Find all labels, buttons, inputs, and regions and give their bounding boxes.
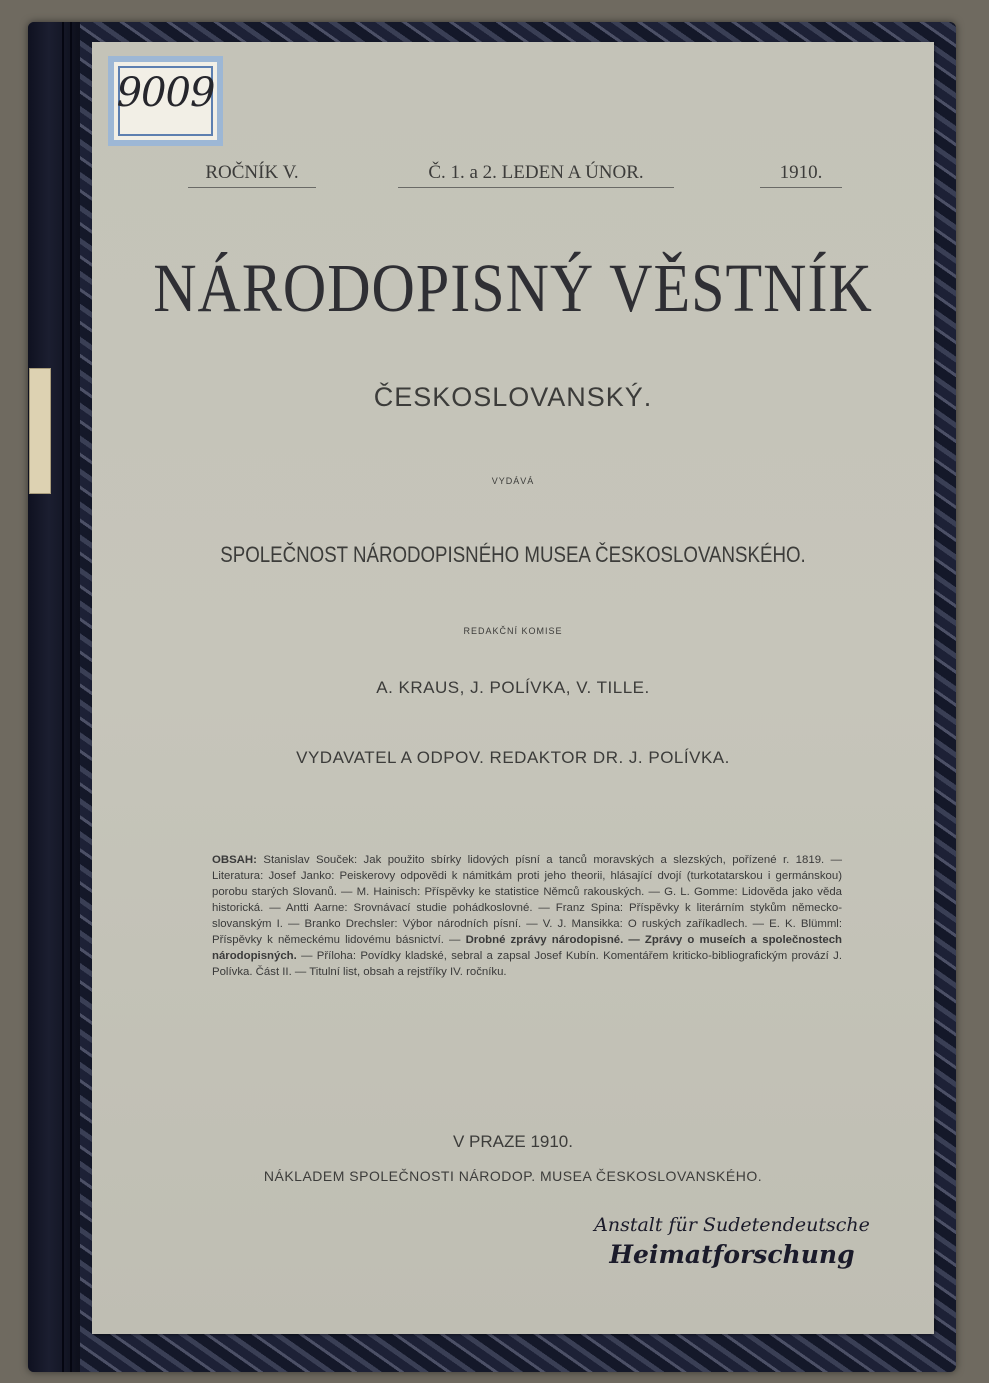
spine-groove — [70, 22, 72, 1372]
issued-by-label: VYDÁVÁ — [491, 476, 535, 486]
table-of-contents — [212, 852, 842, 980]
publisher-name: SPOLEČNOST NÁRODOPISNÉHO MUSEA ČESKOSLOVANSKÉHO. — [220, 542, 806, 567]
book-spine — [28, 22, 80, 1372]
issue-label: Č. 1. a 2. LEDEN A ÚNOR. — [398, 162, 674, 188]
responsible-editor: VYDAVATEL A ODPOV. REDAKTOR DR. J. POLÍVKA. — [296, 748, 730, 767]
institute-stamp-line2: Heimatforschung — [609, 1240, 855, 1269]
library-number-label — [108, 56, 223, 146]
spine-label — [29, 368, 51, 494]
contents-text-appendix: — Příloha: Povídky kladské, sebral a zapsal Josef Kubín. Komentářem kriticko-bibliografickým provází J. Polívka. Část II. — Titulní list, obsah a rejstříky IV. ročníku. — [212, 950, 842, 978]
journal-title: NÁRODOPISNÝ VĚSTNÍK — [153, 249, 873, 326]
editorial-board-label: REDAKČNÍ KOMISE — [463, 626, 563, 636]
institute-stamp-line1: Anstalt für Sudetendeutsche — [594, 1214, 870, 1236]
volume-label: ROČNÍK V. — [188, 162, 316, 188]
title-page — [92, 42, 934, 1334]
printer-imprint: NÁKLADEM SPOLEČNOSTI NÁRODOP. MUSEA ČESKOSLOVANSKÉHO. — [263, 1168, 763, 1184]
contents-label: OBSAH: — [212, 854, 257, 866]
place-and-year: V PRAZE 1910. — [452, 1132, 573, 1151]
issue-header — [92, 162, 934, 202]
library-number: 9009 — [116, 70, 215, 116]
journal-subtitle: ČESKOSLOVANSKÝ. — [373, 382, 653, 412]
contents-text: Stanislav Souček: Jak použito sbírky lidových písní a tanců moravských a slezských, pořízené r. 1819. — Literatura: Josef Janko: Peiskerovy odpovědi k námitkám proti jeho theorii, hlásající dvojí (turkotatarskou i germánskou) porobu starých Slovanů. — M. Hainisch: Příspěvky ke statistice Němců rakouských. — G. L. Gomme: Lidověda jako věda historická. — Antti Aarne: Srovnávací studie pohádkoslovné. — Franz Spina: Příspěvky k literárním stykům německo-slovanským I. — Branko Drechsler: Výbor národních písní. — V. J. Mansikka: O ruských zaříkadlech. — E. K. Blümml: Příspěvky k německému lidovému básnictví. — — [212, 854, 842, 946]
contents-section-news: Drobné zprávy národopisné. — Zprávy o museích a společnostech národopisných. — [212, 934, 842, 962]
spine-groove — [62, 22, 64, 1372]
year-label: 1910. — [760, 162, 842, 188]
editors-list: A. KRAUS, J. POLÍVKA, V. TILLE. — [376, 678, 650, 697]
institute-stamp — [582, 1214, 882, 1269]
